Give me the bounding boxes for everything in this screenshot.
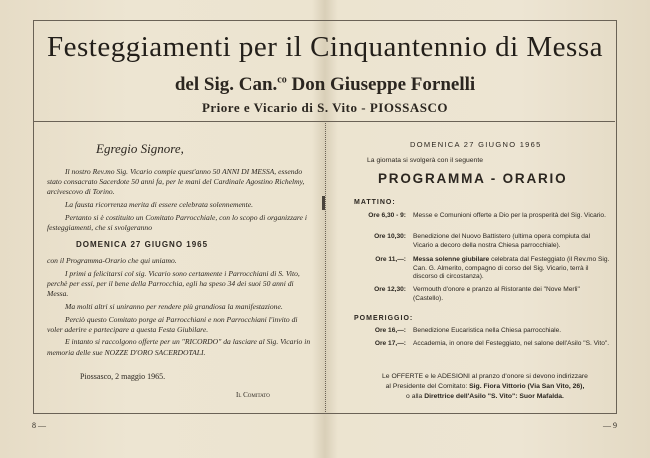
schedule-text: Messe e Comunioni offerte a Dio per la prosperità del Sig. Vicario. [413, 212, 606, 219]
schedule-time: Ore 17,—: [374, 340, 406, 347]
letter-body-top [47, 167, 313, 236]
letter-paragraph: Ma molti altri si uniranno per rendere più grandiosa la manifestazione. [65, 301, 283, 311]
letter-paragraph: La fausta ricorrenza merita di essere celebrata solennemente. [65, 200, 253, 210]
greeting: Egregio Signore, [96, 141, 184, 156]
letter-paragraph: con il Programma-Orario che qui uniamo. [47, 256, 177, 265]
program-footer [360, 372, 610, 402]
footer-bold: Direttrice dell'Asilo "S. Vito": Suor Mafalda. [424, 393, 564, 400]
schedule-time: Ore 16,—: [374, 327, 406, 334]
schedule-time: Ore 12,30: [374, 286, 406, 293]
schedule-text: Vermouth d'onore e pranzo al Ristorante dei "Nove Merli" (Castello). [413, 286, 580, 302]
schedule-time: Ore 10,30: [374, 233, 406, 240]
footer-text: o alla [406, 393, 425, 400]
schedule-text [413, 256, 611, 282]
footer-line [360, 382, 610, 392]
footer-bold: Sig. Fiora Vittorio (Via San Vito, 26), [469, 383, 585, 390]
header-divider [33, 121, 615, 122]
morning-label: MATTINO: [354, 199, 396, 206]
letter-paragraph: E intanto si raccolgono offerte per un "RICORDO" da lasciare al Sig. Vicario in memoria delle sue NOZZE D'ORO SACERDOTALI. [47, 337, 311, 357]
schedule-time: Ore 11,—: [375, 256, 406, 263]
program-title: PROGRAMMA - ORARIO [378, 171, 568, 186]
subtitle [0, 74, 650, 96]
letter-paragraph: Il nostro Rev.mo Sig. Vicario compie quest'anno 50 ANNI DI MESSA, essendo stato consacrato Sacerdote 50 anni fa, per le mani del Cardinale Agostino Richelmy, arcivescovo di Torino. [47, 167, 305, 197]
subtitle-sup: co [277, 74, 287, 86]
schedule-text: Accademia, in onore del Festeggiato, nel salone dell'Asilo "S. Vito". [413, 340, 610, 347]
staple-mark [322, 196, 325, 210]
place-date: Piossasco, 2 maggio 1965. [80, 372, 166, 381]
schedule-text: Benedizione Eucaristica nella Chiesa parrocchiale. [413, 327, 562, 334]
subtitle-post: Don Giuseppe Fornelli [286, 74, 476, 95]
footer-line: Le OFFERTE e le ADESIONI al pranzo d'onore si devono indirizzare [382, 373, 588, 380]
signature: Il Comitato [236, 391, 270, 399]
main-title: Festeggiamenti per il Cinquantennio di Messa [47, 31, 603, 63]
program-date: DOMENICA 27 GIUGNO 1965 [410, 140, 542, 149]
subtitle-location: Priore e Vicario di S. Vito - PIOSSASCO [201, 100, 449, 115]
program-intro: La giornata si svolgerà con il seguente [367, 157, 483, 164]
fold-divider [325, 121, 326, 412]
letter-body-bottom [47, 256, 313, 360]
letter-date-heading: DOMENICA 27 GIUGNO 1965 [76, 240, 209, 249]
footer-line [360, 392, 610, 402]
schedule-text: Benedizione del Nuovo Battistero (ultima opera compiuta dal Vicario a decoro della nostra Chiesa parrocchiale). [413, 233, 591, 249]
schedule-text-rest: celebrata dal Festeggiato (il Rev.mo Sig. Can. G. Almerito, compagno di corso del Sig. Vicario, terrà il discorso di circostanza). [413, 256, 610, 281]
schedule-time: Ore 6,30 - 9: [368, 212, 406, 219]
footer-text: al Presidente del Comitato: [385, 383, 470, 390]
letter-paragraph: Perciò questo Comitato porge ai Parrocchiani e non Parrocchiani l'invito di voler aderire e partecipare a questa Festa Giubilare. [47, 314, 298, 334]
schedule-text-bold: Messa solenne giubilare [413, 256, 490, 263]
page-number-right: — 9 [603, 421, 617, 430]
page-number-left: 8 — [32, 421, 46, 430]
letter-paragraph: I primi a felicitarsi col sig. Vicario sono certamente i Parrocchiani di S. Vito, perchè per essi, per il bene della Parrocchia, egli ha speso 34 dei suoi 50 anni di Messa. [47, 268, 300, 299]
letter-paragraph: Pertanto si è costituito un Comitato Parrocchiale, con lo scopo di organizzare i festeggiamenti, che si svolgeranno [47, 212, 307, 233]
afternoon-label: POMERIGGIO: [354, 315, 414, 322]
subtitle-pre: del Sig. Can. [174, 74, 278, 95]
